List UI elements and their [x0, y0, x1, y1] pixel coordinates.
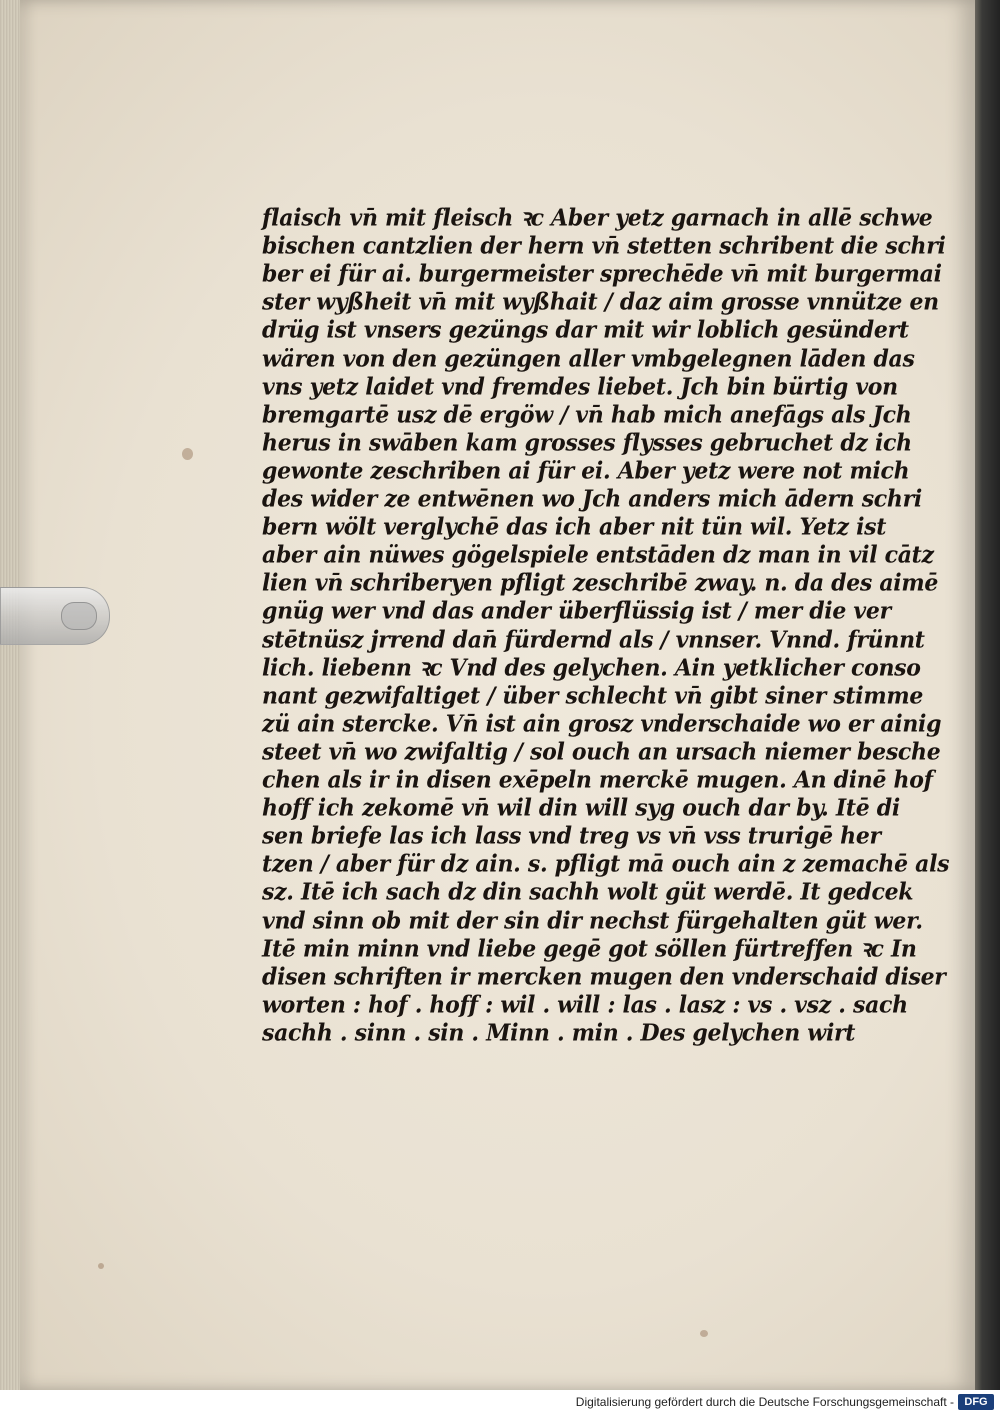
ink-stain [98, 1263, 104, 1269]
text-line: flaisch vn̄ mit fleisch ꝛc Aber yetz garnach in allē schwe [262, 203, 933, 233]
text-line: hoff ich zekomē vn̄ wil din will syg ouch dar by. Itē di [262, 794, 900, 823]
text-line: vns yetz laidet vnd fremdes liebet. Jch bin bürtig von [262, 372, 898, 401]
text-line: Itē min minn vnd liebe gegē got söllen fürtreffen ꝛc In [262, 934, 917, 963]
text-line: zü ain stercke. Vn̄ ist ain grosz vnderschaide wo er ainig [262, 709, 942, 738]
text-line: ster wyßheit vn̄ mit wyßhait / daz aim grosse vnnütze en [262, 288, 939, 317]
text-line: bremgartē usz dē ergöw / vn̄ hab mich anefāgs als Jch [262, 400, 912, 429]
text-line: stētnüsz jrrend dan̄ fürdernd als / vnnser. Vnnd. frünnt [262, 625, 925, 654]
text-line: sachh . sinn . sin . Minn . min . Des gelychen wirt [262, 1018, 856, 1047]
text-line: chen als ir in disen exēpeln merckē mugen. An dinē hof [262, 765, 933, 795]
dfg-logo: DFG [958, 1394, 994, 1410]
text-line: vnd sinn ob mit der sin dir nechst fürgehalten güt wer. [262, 906, 923, 935]
text-line: herus in swāben kam grosses flysses gebruchet dz ich [262, 428, 912, 457]
text-line: bischen cantzlien der hern vn̄ stetten schribent die schri [262, 232, 946, 261]
text-line: sen briefe las ich lass vnd treg vs vn̄ vss trurigē her [262, 822, 881, 851]
ink-stain [182, 448, 193, 460]
text-line: ber ei für ai. burgermeister sprechēde vn̄ mit burgermai [262, 260, 942, 289]
text-line: nant gezwifaltiget / über schlecht vn̄ gibt siner stimme [262, 681, 924, 710]
ink-stain [700, 1330, 708, 1337]
footer-bar [0, 1390, 1000, 1415]
text-line: worten : hof . hoff : wil . will : las . lasz : vs . vsz . sach [262, 990, 908, 1019]
text-line: disen schriften ir mercken mugen den vnderschaid diser [262, 962, 946, 991]
text-line: bern wölt verglychē das ich aber nit tün wil. Yetz ist [262, 513, 887, 542]
text-line: des wider ze entwēnen wo Jch anders mich ādern schri [262, 484, 922, 514]
plastic-page-clip [0, 587, 110, 645]
text-line: sz. Itē ich sach dz din sachh wolt güt werdē. It gedcek [262, 878, 914, 907]
text-line: drüg ist vnsers gezüngs dar mit wir loblich gesündert [262, 316, 909, 345]
page-stack-edges [0, 0, 22, 1390]
text-line: tzen / aber für dz ain. s. pfligt mā ouch ain z zemachē als [262, 850, 950, 879]
text-line: wären von den gezüngen aller vmbgelegnen lāden das [262, 344, 915, 373]
text-line: steet vn̄ wo zwifaltig / sol ouch an ursach niemer besche [262, 737, 941, 766]
text-line: lich. liebenn ꝛc Vnd des gelychen. Ain yetklicher conso [262, 653, 921, 682]
text-line: lien vn̄ schriberyen pfligt zeschribē zway. n. da des aimē [262, 569, 939, 598]
text-line: aber ain nüwes gögelspiele entstāden dz man in vil cātz [262, 541, 934, 570]
clip-hole [61, 602, 97, 630]
text-line: gewonte zeschriben ai für ei. Aber yetz were not mich [262, 456, 910, 485]
text-line: gnüg wer vnd das ander überflüssig ist / mer die ver [262, 597, 891, 626]
funding-notice: Digitalisierung gefördert durch die Deutsche Forschungsgemeinschaft - [575, 1395, 954, 1409]
text-block [262, 200, 950, 1050]
